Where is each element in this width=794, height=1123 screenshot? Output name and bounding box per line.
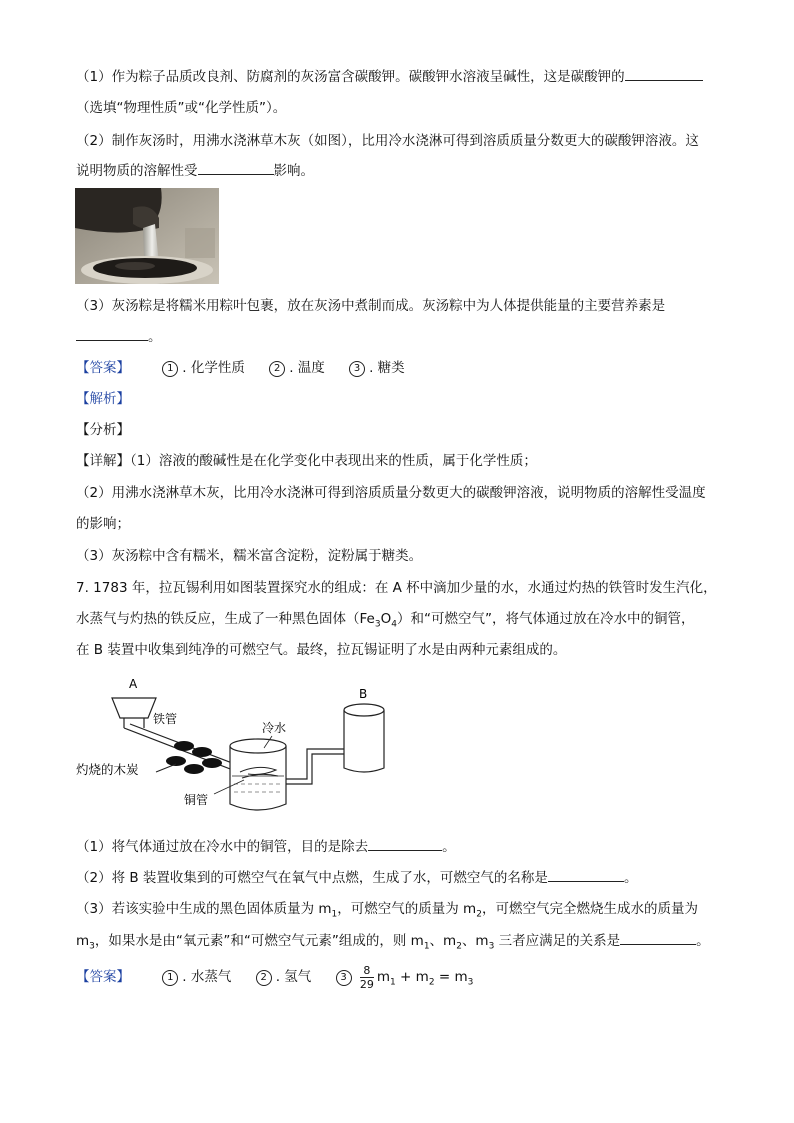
subscript: 3 [488,941,495,952]
answer-2 [269,360,325,376]
label-iron: 铁管 [153,712,178,726]
subscript: 1 [331,909,338,920]
answer-text: . 糖类 [369,360,405,376]
label-copper: 铜管 [184,793,209,807]
q-text: 、m [461,933,489,949]
circle-number: 1 [162,970,178,986]
answer-blank[interactable] [548,867,624,882]
subscript: 2 [456,941,462,952]
q7-part1 [76,836,456,857]
q-text: ，可燃空气的质量为 m [337,901,477,917]
answer-tag: 【答案】 [76,360,130,376]
cup-a [112,698,156,718]
subscript: 1 [390,977,396,988]
collector-b [344,710,384,772]
subscript: 4 [391,619,397,630]
detail-line1 [76,451,537,471]
detail-line2: （2）用沸水浇淋草木灰，比用冷水浇淋可得到溶质质量分数更大的碳酸钾溶液，说明物质的溶解性受温度 [76,485,706,501]
ash-pouring-photo [75,188,219,284]
answer-text: . 温度 [289,360,325,376]
numerator: 8 [360,964,374,978]
q7-stem-line1: 7. 1783 年，拉瓦锡利用如图装置探究水的组成：在 A 杯中滴加少量的水，水通过灼热的铁管时发生汽化， [76,580,717,596]
q7-part3-line1 [76,899,698,925]
fraction [360,964,374,991]
q-text: （3）若该实验中生成的黑色固体质量为 m [76,901,332,917]
q-text: （1）将气体通过放在冷水中的铜管，目的是除去 [76,839,369,855]
answer-blank[interactable] [76,326,148,341]
q7-stem-line3: 在 B 装置中收集到纯净的可燃空气。最终，拉瓦锡证明了水是由两种元素组成的。 [76,642,567,658]
stem-text: O [380,611,392,627]
q-text: m [76,933,90,949]
q-text: 、m [429,933,457,949]
punct: 。 [442,839,456,855]
beaker [230,746,286,810]
detail-line4: （3）灰汤粽中含有糯米，糯米富含淀粉，淀粉属于糖类。 [76,548,423,564]
q7-stem-line2 [76,609,694,635]
answer-3 [349,360,405,376]
detail-text: （1）溶液的酸碱性是在化学变化中表现出来的性质，属于化学性质； [130,453,537,469]
circle-number: 3 [336,970,352,986]
q6-part2-tail: 影响。 [273,163,314,179]
fenxi-tag: 【分析】 [76,422,130,438]
q6-part2-line1: （2）制作灰汤时，用沸水浇淋草木灰（如图），比用冷水浇淋可得到溶质质量分数更大的碳酸钾溶液。这 [76,133,699,149]
answer-1 [162,969,231,985]
q-text: ，如果水是由“氧元素”和“可燃空气元素”组成的，则 m [94,933,424,949]
label-charcoal: 灼烧的木炭 [76,762,139,777]
q7-answer-line [76,962,473,998]
answer-blank[interactable] [620,930,696,945]
denominator: 29 [359,977,374,991]
q7-part2 [76,867,637,888]
analysis-tag: 【解析】 [76,391,130,407]
answer-tag: 【答案】 [76,969,130,985]
punct: 。 [148,329,162,345]
answer-text: . 水蒸气 [182,969,232,985]
subscript: 3 [374,619,381,630]
q6-part2-text: 说明物质的溶解性受 [76,163,198,179]
apparatus-diagram [72,676,402,812]
label-cold-water: 冷水 [262,721,287,735]
charcoal [174,741,194,751]
subscript: 2 [428,977,435,988]
answer-2 [256,969,312,985]
q7-part3-line2 [76,930,710,957]
circle-number: 3 [349,361,365,377]
subscript: 3 [89,941,95,952]
q6-part2-line2 [76,160,314,181]
q6-part1-line1 [76,66,703,87]
label-a: A [129,677,138,691]
answer-text: . 氢气 [275,969,312,985]
q6-part1-line2: （选填“物理性质”或“化学性质”）。 [76,100,287,116]
subscript: 2 [476,909,482,920]
answer-text: . 化学性质 [182,360,245,376]
subscript: 3 [467,977,474,988]
q-text: （2）将 B 装置收集到的可燃空气在氧气中点燃，生成了水，可燃空气的名称是 [76,870,548,886]
circle-number: 2 [256,970,272,986]
answer-blank[interactable] [198,160,274,175]
circle-number: 2 [269,361,285,377]
formula-text: + m [395,969,429,985]
label-b: B [359,687,368,701]
answer-blank[interactable] [625,66,703,81]
q6-part1-text: （1）作为粽子品质改良剂、防腐剂的灰汤富含碳酸钾。碳酸钾水溶液呈碱性，这是碳酸钾的 [76,69,625,85]
punct: 。 [696,933,710,949]
detail-line3: 的影响； [76,516,130,532]
subscript: 1 [423,941,430,952]
circle-number: 1 [162,361,178,377]
answer-1 [162,360,245,376]
detail-tag: 【详解】 [76,453,130,469]
q6-part3-line2 [76,326,162,347]
q-text: ，可燃空气完全燃烧生成水的质量为 [481,901,698,917]
stem-text: 水蒸气与灼热的铁反应，生成了一种黑色固体（Fe [76,611,375,627]
stem-text: ）和“可燃空气”，将气体通过放在冷水中的铜管， [396,611,695,627]
q6-answer-line [76,358,425,378]
punct: 。 [623,870,638,886]
q-text: 三者应满足的关系是 [494,933,621,949]
answer-blank[interactable] [368,836,442,851]
q6-part3-line1: （3）灰汤粽是将糯米用粽叶包裹，放在灰汤中煮制而成。灰汤粽中为人体提供能量的主要营养素是 [76,298,666,314]
formula-text: m [376,969,391,985]
answer-3 [336,963,474,991]
formula-text: = m [434,969,468,985]
